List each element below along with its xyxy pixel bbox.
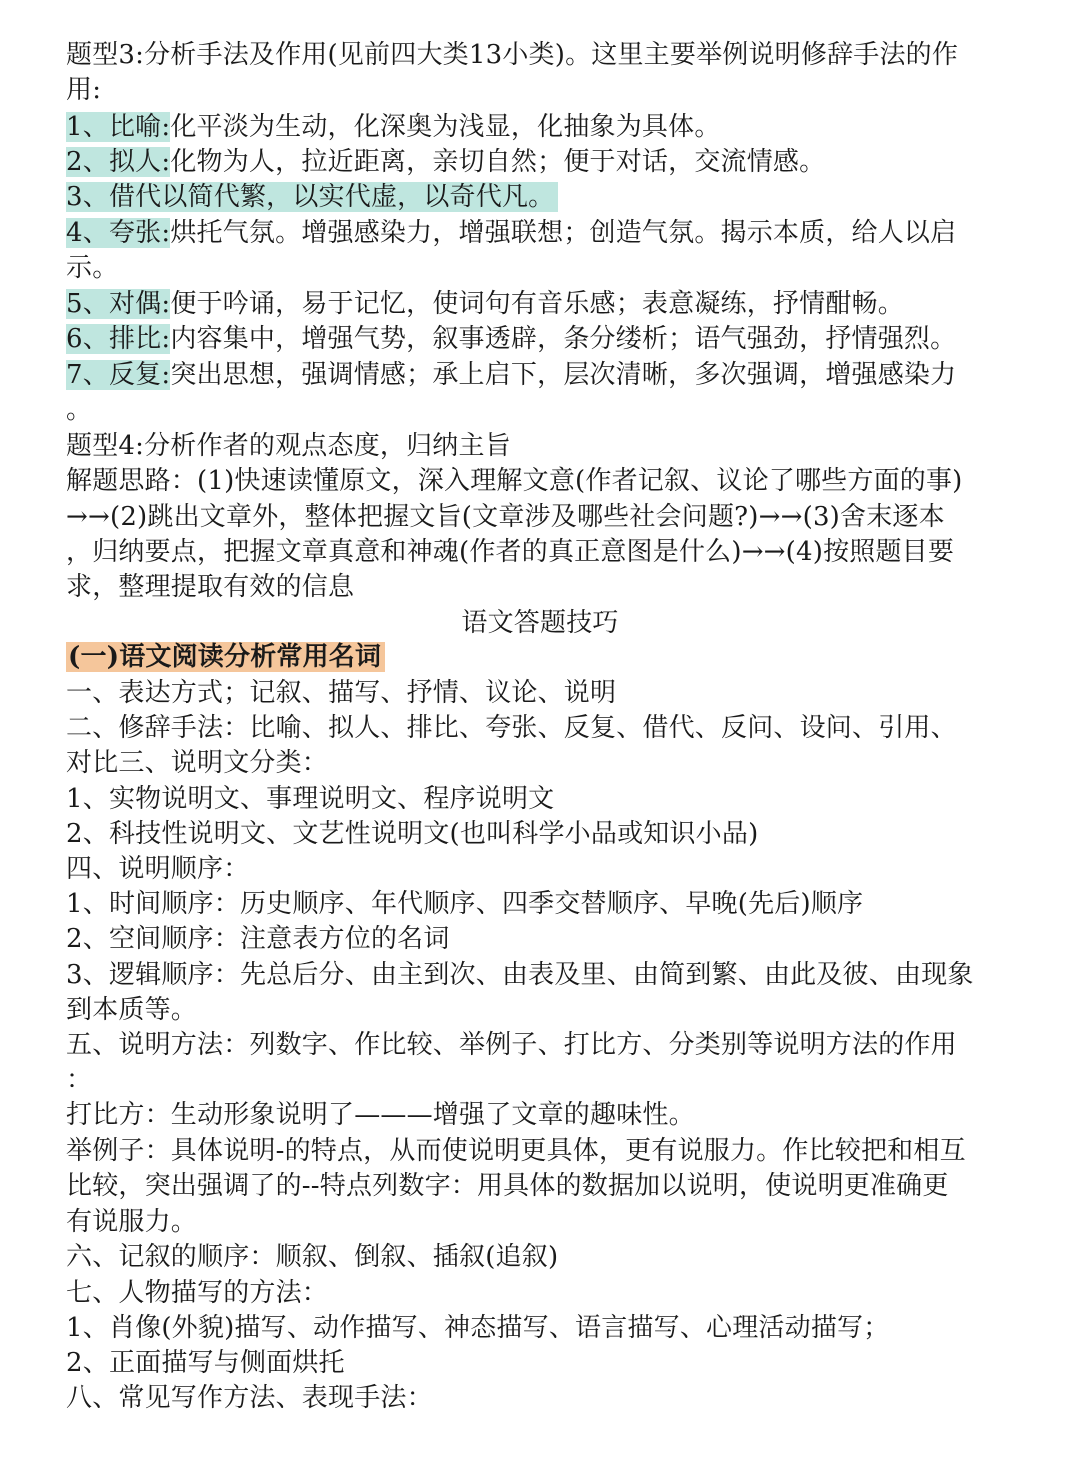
term-line: 二、修辞手法：比喻、拟人、排比、夸张、反复、借代、反问、设问、引用、 [66,713,957,743]
list-item-hyperbole [66,216,1016,250]
item-text: 化平淡为生动，化深奥为浅显，化抽象为具体。 [170,112,721,142]
term-line: 四、说明顺序： [66,854,250,884]
item-text: 内容集中，增强气势，叙事透辟，条分缕析；语气强劲，抒情强烈。 [170,324,957,354]
item-text: 化物为人，拉近距离，亲切自然；便于对话，交流情感。 [170,147,826,177]
type4-line: ，归纳要点，把握文章真意和神魂(作者的真正意图是什么)→→(4)按照题目要 [66,537,955,567]
term-line: 1、时间顺序：历史顺序、年代顺序、四季交替顺序、早晚(先后)顺序 [66,889,864,919]
type3-heading-line2: 用: [66,75,102,105]
type4-line: 解题思路：(1)快速读懂原文，深入理解文意(作者记叙、议论了哪些方面的事) [66,466,963,496]
list-item-parallelism [66,322,1016,356]
section-heading-row [66,640,1016,674]
term-line: 一、表达方式；记叙、描写、抒情、议论、说明 [66,678,617,708]
item-text: 突出思想，强调情感；承上启下，层次清晰，多次强调，增强感染力 [170,360,957,390]
term-line: 举例子：具体说明-的特点，从而使说明更具体，更有说服力。作比较把和相互 [66,1136,966,1166]
type3-heading-line1: 题型3:分析手法及作用(见前四大类13小类)。这里主要举例说明修辞手法的作 [66,40,959,70]
item-text: 烘托气氛。增强感染力，增强联想；创造气氛。揭示本质，给人以启 [170,218,957,248]
list-item-personification [66,145,1016,179]
term-line: 打比方：生动形象说明了———增强了文章的趣味性。 [66,1100,695,1130]
term-line: 六、记叙的顺序：顺叙、倒叙、插叙(追叙) [66,1242,559,1272]
section-heading: (一)语文阅读分析常用名词 [66,642,385,672]
term-line: 有说服力。 [66,1207,198,1237]
term-line: 2、正面描写与侧面烘托 [66,1348,345,1378]
center-title: 语文答题技巧 [461,608,619,638]
item-text: 便于吟诵，易于记忆，使词句有音乐感；表意凝练，抒情酣畅。 [170,289,904,319]
item-label: 4、夸张: [66,218,171,248]
term-line: 五、说明方法：列数字、作比较、举例子、打比方、分类别等说明方法的作用 [66,1030,957,1060]
term-line: 对比三、说明文分类： [66,748,329,778]
list-item-repetition [66,358,1016,392]
term-line: 1、肖像(外貌)描写、动作描写、神态描写、语言描写、心理活动描写； [66,1313,890,1343]
type4-line: →→(2)跳出文章外，整体把握文旨(文章涉及哪些社会问题?)→→(3)舍末逐本 [66,502,945,532]
item-label: 3、借代以简代繁，以实代虚，以奇代凡。 [66,182,558,212]
term-line: 到本质等。 [66,995,198,1025]
term-line: 比较，突出强调了的--特点列数字：用具体的数据加以说明，使说明更准确更 [66,1171,949,1201]
type4-line: 求，整理提取有效的信息 [66,572,355,602]
list-item-hyperbole-cont: 示。 [66,253,119,283]
term-line: 3、逻辑顺序：先总后分、由主到次、由表及里、由简到繁、由此及彼、由现象 [66,960,974,990]
type4-heading: 题型4:分析作者的观点态度，归纳主旨 [66,431,511,461]
list-item-antithesis [66,287,1016,321]
list-item-metonymy [66,180,1016,214]
term-line: 2、空间顺序：注意表方位的名词 [66,924,450,954]
list-item-metaphor [66,110,1016,144]
term-line: 1、实物说明文、事理说明文、程序说明文 [66,784,555,814]
term-line: ： [66,1065,93,1095]
list-item-repetition-cont: 。 [66,395,93,425]
term-line: 八、常见写作方法、表现手法： [66,1383,433,1413]
item-label: 1、比喻: [66,112,171,142]
term-line: 2、科技性说明文、文艺性说明文(也叫科学小品或知识小品) [66,819,759,849]
term-line: 七、人物描写的方法： [66,1278,329,1308]
item-label: 7、反复: [66,360,171,390]
item-label: 2、拟人: [66,147,171,177]
item-label: 5、对偶: [66,289,171,319]
item-label: 6、排比: [66,324,171,354]
